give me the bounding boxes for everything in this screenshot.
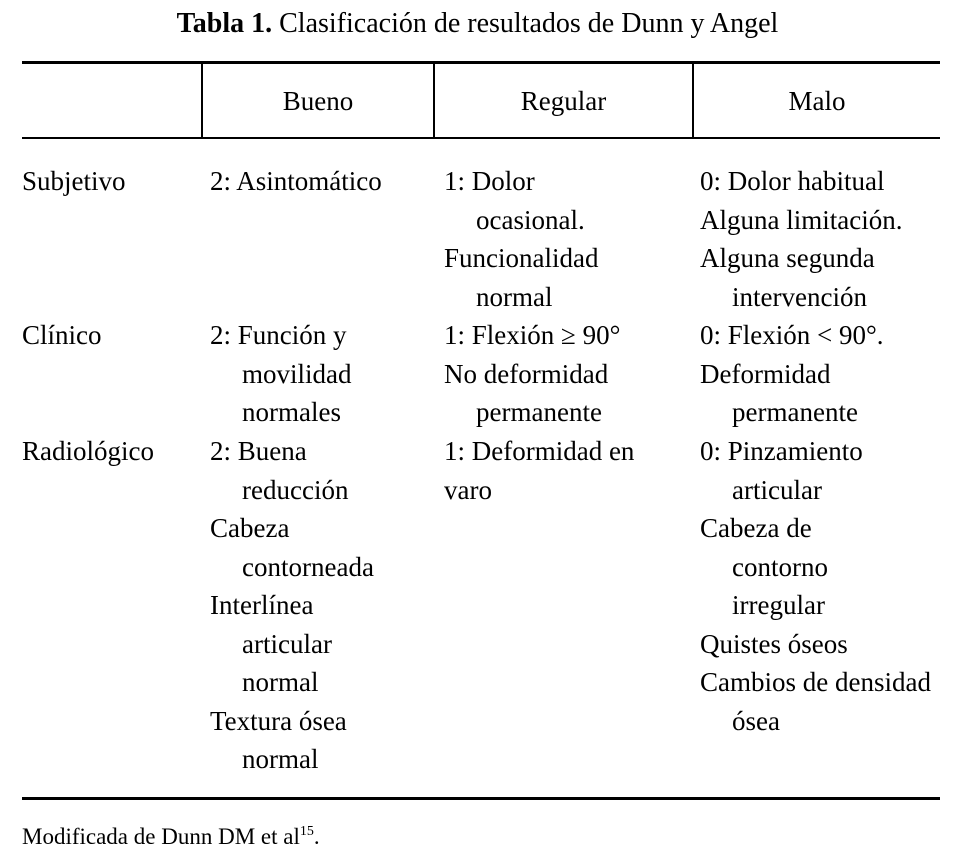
list-item: Cabeza contorneada	[210, 513, 374, 582]
cell-subjetivo-malo	[700, 162, 944, 316]
cell-radiologico-regular	[444, 432, 688, 509]
table-bottom-rule	[22, 797, 940, 800]
footnote-reference: 15	[299, 824, 314, 839]
row-label-subjetivo: Subjetivo	[22, 166, 126, 196]
table-footnote	[22, 821, 320, 853]
list-item: Quistes óseos	[700, 628, 848, 659]
row-label-radiologico: Radiológico	[22, 436, 154, 466]
list-item: 0: Pinzamiento articular	[700, 436, 863, 505]
table-top-rule	[22, 61, 940, 64]
row-label-clinico: Clínico	[22, 320, 102, 350]
footnote-end: .	[313, 824, 320, 849]
list-item: Interlínea articular normal	[210, 590, 332, 697]
column-header-regular: Regular	[520, 86, 607, 116]
cell-subjetivo-bueno	[210, 162, 430, 201]
table-title-label: Tabla 1.	[176, 8, 273, 39]
list-item: Alguna limitación.	[700, 204, 903, 235]
table-title-text: Clasificación de resultados de Dunn y Angel	[279, 8, 779, 39]
table-title	[0, 6, 955, 42]
list-item: Deformidad permanente	[700, 358, 858, 427]
list-item: 2: Función y movilidad normales	[210, 320, 352, 427]
list-item: Textura ósea normal	[210, 705, 347, 774]
list-item: No deformidad permanente	[444, 358, 609, 427]
column-header-bueno: Bueno	[282, 86, 354, 116]
table-header-rule	[22, 137, 940, 139]
cell-radiologico-malo	[700, 432, 940, 740]
cell-clinico-bueno	[210, 316, 395, 432]
list-item: Cabeza de contorno irregular	[700, 513, 828, 620]
list-item: 2: Asintomático	[210, 166, 382, 196]
footnote-text: Modificada de Dunn DM et al	[22, 824, 300, 849]
cell-clinico-regular	[444, 316, 688, 432]
list-item: 0: Flexión < 90°.	[700, 320, 884, 350]
column-header-malo: Malo	[788, 86, 846, 116]
cell-radiologico-bueno	[210, 432, 410, 779]
list-item: Funcionalidad normal	[444, 243, 599, 312]
cell-clinico-malo	[700, 316, 940, 432]
list-item: Cambios de densidad ósea	[700, 667, 931, 736]
list-item: Alguna segunda intervención	[700, 243, 875, 312]
list-item: 1: Flexión ≥ 90°	[444, 320, 621, 350]
list-item: 2: Buena reducción	[210, 436, 349, 505]
list-item: 0: Dolor habitual	[700, 166, 885, 196]
cell-subjetivo-regular	[444, 162, 599, 316]
list-item: 1: Deformidad en varo	[444, 436, 635, 505]
list-item: 1: Dolor ocasional.	[444, 166, 585, 235]
